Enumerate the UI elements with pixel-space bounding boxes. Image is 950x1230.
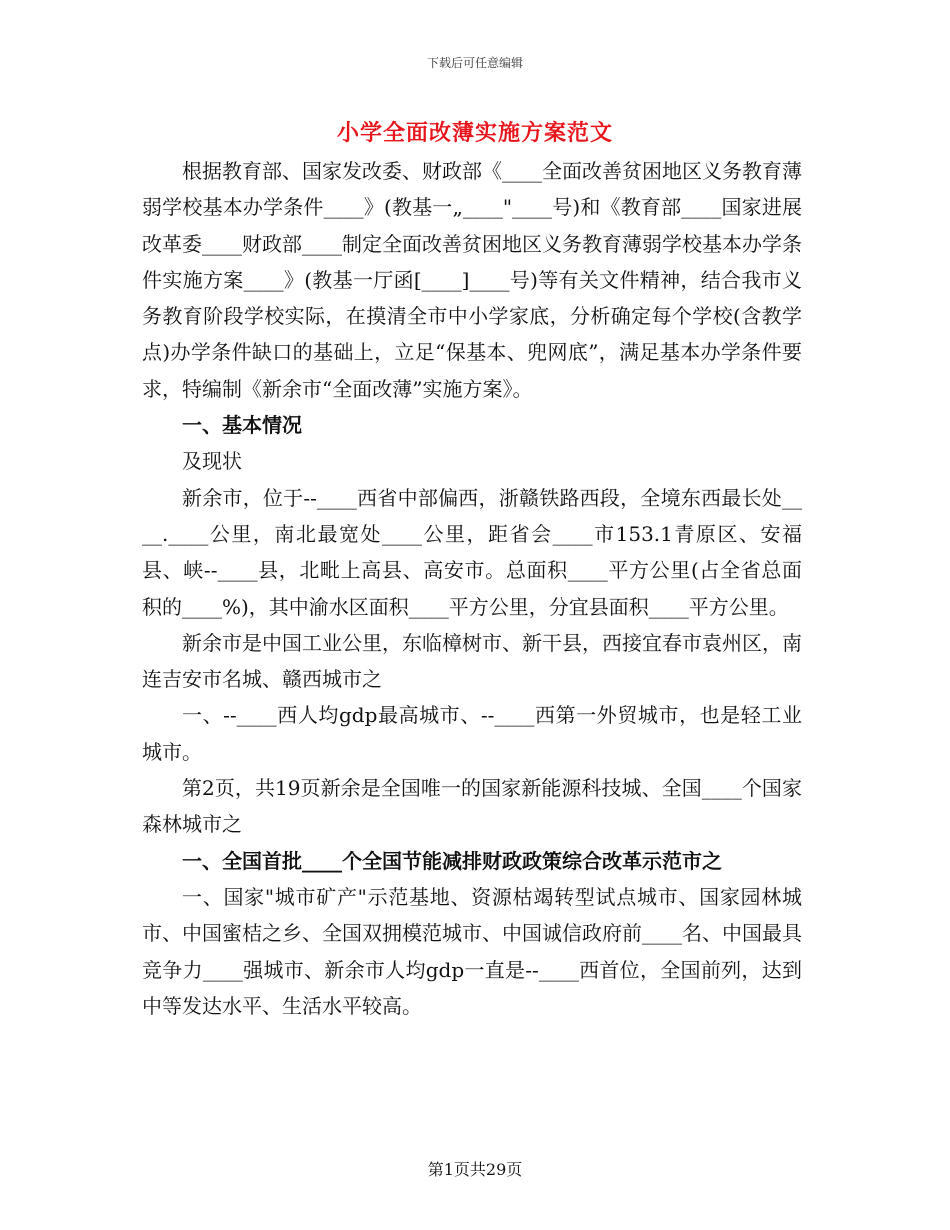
page-number-footer: 第1页共29页 xyxy=(427,1160,523,1179)
section-heading-basic-situation: 一、基本情况 xyxy=(182,413,302,438)
document-body xyxy=(142,153,802,1024)
paragraph-forest-city: 第2页，共19页新余是全国唯一的国家新能源科技城、全国____个国家森林城市之 xyxy=(142,776,802,837)
document-title: 小学全面改薄实施方案范文 xyxy=(336,120,613,146)
paragraph-energy-saving: 一、全国首批____个全国节能减排财政政策综合改革示范市之 xyxy=(182,848,722,873)
paragraph-gdp: 一、--____西人均gdp最高城市、--____西第一外贸城市，也是轻工业城市。 xyxy=(142,703,802,764)
paragraph-location: 新余市，位于--____西省中部偏西，浙赣铁路西段，全境东西最长处____.____公里，南北最宽处____公里，距省会____市153.1青原区、安福县、峡--____县，北毗上高县、高安市。总面积____平方公里(占全省总面积的____%)，其中渝水区面积____平方公里，分宜县面积____平方公里。 xyxy=(142,485,802,619)
paragraph-status: 及现状 xyxy=(182,449,242,474)
paragraph-intro: 根据教育部、国家发改委、财政部《____全面改善贫困地区义务教育薄弱学校基本办学条件____》(教基一„____"____号)和《教育部____国家进展改革委____财政部____制定全面改善贫困地区义务教育薄弱学校基本办学条件实施方案____》(教基一厅函[____]____号)等有关文件精神，结合我市义务教育阶段学校实际，在摸清全市中小学家底，分析确定每个学校(含教学点)办学条件缺口的基础上，立足“保基本、兜网底”，满足基本办学条件要求，特编制《新余市“全面改薄”实施方案》。 xyxy=(142,159,802,401)
header-note: 下载后可任意编辑 xyxy=(426,56,523,70)
paragraph-honors: 一、国家"城市矿产"示范基地、资源枯竭转型试点城市、国家园林城市、中国蜜桔之乡、全国双拥模范城市、中国诚信政府前____名、中国最具竞争力____强城市、新余市人均gdp一直是--____西首位，全国前列，达到中等发达水平、生活水平较高。 xyxy=(142,884,802,1018)
paragraph-industry: 新余市是中国工业公里，东临樟树市、新干县，西接宜春市袁州区，南连吉安市名城、赣西城市之 xyxy=(142,630,802,692)
